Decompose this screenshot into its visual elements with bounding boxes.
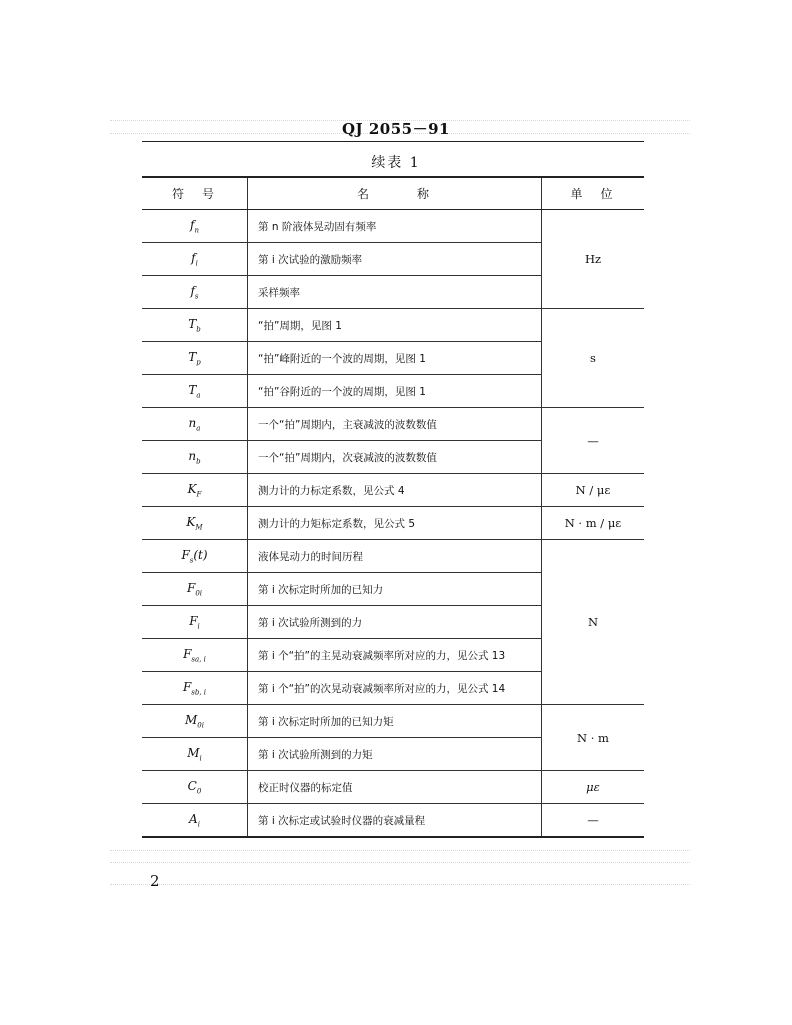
standard-code: QJ 2055－91 [341, 120, 450, 138]
col-header-symbol: 符 号 [142, 177, 248, 210]
table-row [142, 408, 644, 441]
table-row [142, 507, 644, 540]
name-cell: 校正时仪器的标定值 [248, 771, 542, 804]
table-row [142, 540, 644, 573]
unit-cell-kf: N / με [542, 474, 645, 507]
symbol-cell: $n_b$ [142, 441, 248, 474]
symbol-cell: $F_{sb, i}$ [142, 672, 248, 705]
unit-cell-km: N · m / με [542, 507, 645, 540]
symbol-cell: $A_i$ [142, 804, 248, 838]
name-cell: 采样频率 [248, 276, 542, 309]
unit-cell-dash-last: — [542, 804, 645, 838]
unit-cell-c0: με [542, 771, 645, 804]
table-row [142, 705, 644, 738]
name-cell: 第 n 阶液体晃动固有频率 [248, 210, 542, 243]
symbol-cell: $M_{0i}$ [142, 705, 248, 738]
table-row [142, 309, 644, 342]
name-cell: 测力计的力标定系数，见公式 4 [248, 474, 542, 507]
symbol-cell: $T_b$ [142, 309, 248, 342]
symbol-cell: $n_a$ [142, 408, 248, 441]
symbol-cell: $F_{0i}$ [142, 573, 248, 606]
name-cell: “拍”峰附近的一个波的周期，见图 1 [248, 342, 542, 375]
unit-cell-dash: — [542, 408, 645, 474]
symbol-cell: $f_n$ [142, 210, 248, 243]
col-header-unit: 单 位 [542, 177, 645, 210]
col-header-name-text: 名 称 [356, 187, 432, 201]
table-row [142, 771, 644, 804]
table-row [142, 474, 644, 507]
name-cell: 第 i 个“拍”的主晃动衰减频率所对应的力，见公式 13 [248, 639, 542, 672]
symbol-cell: $C_0$ [142, 771, 248, 804]
symbols-table [142, 176, 644, 838]
table-title: 续表 1 [371, 155, 421, 171]
symbol-cell: $F_i$ [142, 606, 248, 639]
unit-cell-hz: Hz [542, 210, 645, 309]
symbol-cell: $f_s$ [142, 276, 248, 309]
symbol-cell: $f_i$ [142, 243, 248, 276]
table-header-row [142, 177, 644, 210]
symbol-cell: $K_F$ [142, 474, 248, 507]
page-number: 2 [150, 872, 160, 890]
name-cell: 第 i 次标定时所加的已知力矩 [248, 705, 542, 738]
symbol-cell: $T_a$ [142, 375, 248, 408]
name-cell: 第 i 次试验所测到的力矩 [248, 738, 542, 771]
unit-cell-nm: N · m [542, 705, 645, 771]
col-header-name [248, 177, 542, 210]
symbol-cell: $F_s(t)$ [142, 540, 248, 573]
symbol-cell: $M_i$ [142, 738, 248, 771]
name-cell: 第 i 次标定时所加的已知力 [248, 573, 542, 606]
name-cell: 第 i 个“拍”的次晃动衰减频率所对应的力，见公式 14 [248, 672, 542, 705]
header-rule [142, 141, 644, 142]
table-row [142, 210, 644, 243]
name-cell: 一个“拍”周期内，次衰减波的波数数值 [248, 441, 542, 474]
unit-cell-n: N [542, 540, 645, 705]
table-row [142, 804, 644, 838]
unit-cell-s: s [542, 309, 645, 408]
name-cell: 第 i 次试验的激励频率 [248, 243, 542, 276]
name-cell: 第 i 次标定或试验时仪器的衰减量程 [248, 804, 542, 838]
table-body [142, 210, 644, 838]
name-cell: “拍”谷附近的一个波的周期，见图 1 [248, 375, 542, 408]
name-cell: 第 i 次试验所测到的力 [248, 606, 542, 639]
symbol-cell: $T_p$ [142, 342, 248, 375]
name-cell: “拍”周期，见图 1 [248, 309, 542, 342]
name-cell: 液体晃动力的时间历程 [248, 540, 542, 573]
name-cell: 一个“拍”周期内，主衰减波的波数数值 [248, 408, 542, 441]
symbol-cell: $K_M$ [142, 507, 248, 540]
name-cell: 测力计的力矩标定系数，见公式 5 [248, 507, 542, 540]
symbol-cell: $F_{sa, i}$ [142, 639, 248, 672]
